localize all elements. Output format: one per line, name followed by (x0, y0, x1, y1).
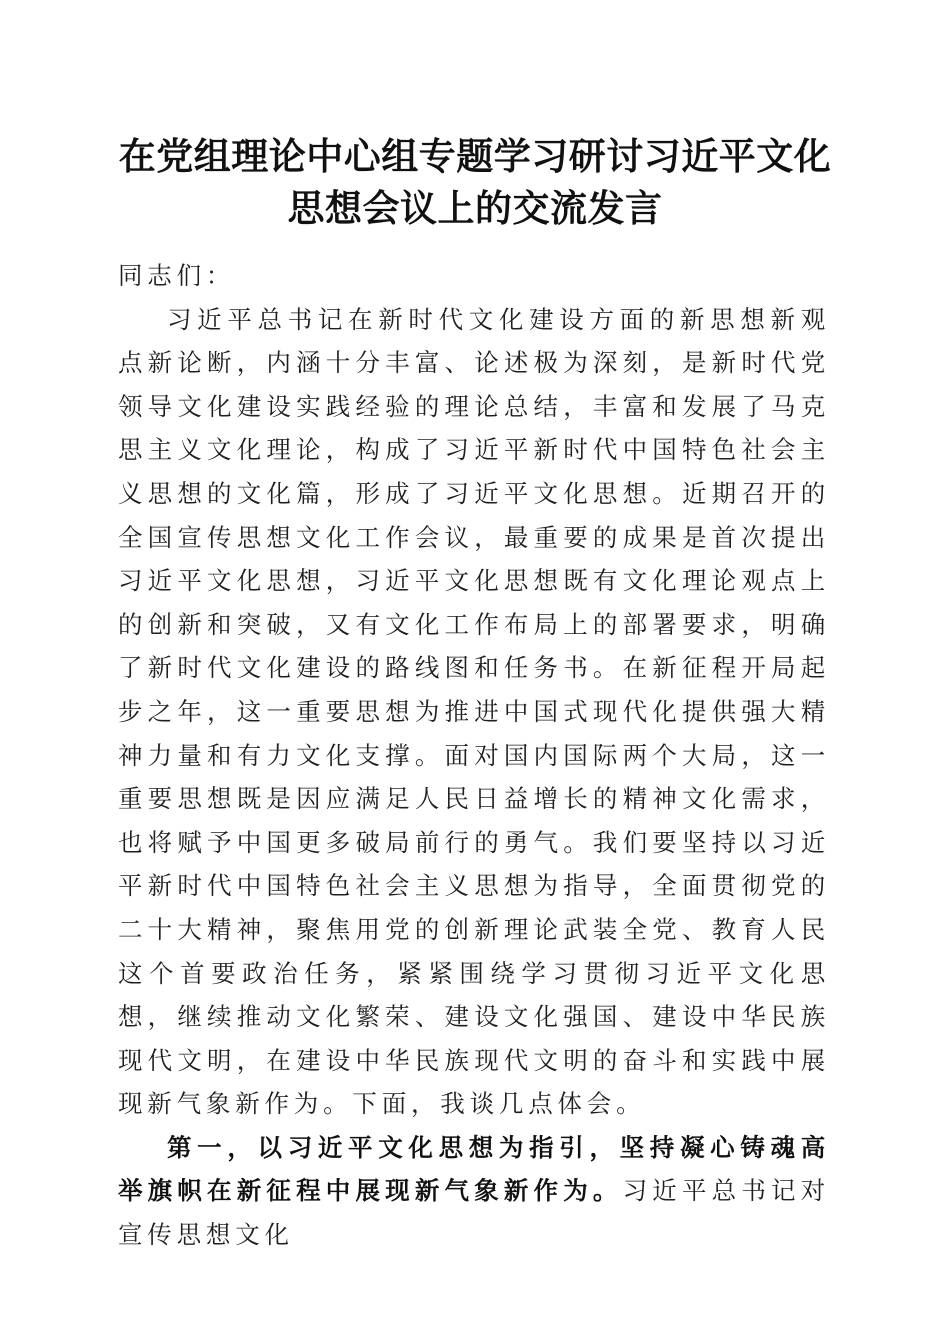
salutation: 同志们： (118, 261, 236, 290)
document-title: 在党组理论中心组专题学习研讨习近平文化思想会议上的交流发言 (118, 134, 832, 230)
point-heading: 第一，以习近平文化思想为指引，坚持凝心铸魂高举旗帜在新征程中展现新气象新作为。 (118, 1132, 830, 1206)
point-text: 习近平总书记对宣传思想文化 (118, 1176, 830, 1250)
paragraph-intro: 习近平总书记在新时代文化建设方面的新思想新观点新论断，内涵十分丰富、论述极为深刻，是新时代党领导文化建设实践经验的理论总结，丰富和发展了马克思主义文化理论，构成了习近平新时代中国特色社会主义思想的文化篇，形成了习近平文化思想。近期召开的全国宣传思想文化工作会议，最重要的成果是首次提出习近平文化思想，习近平文化思想既有文化理论观点上的创新和突破，又有文化工作布局上的部署要求，明确了新时代文化建设的路线图和任务书。在新征程开局起步之年，这一重要思想为推进中国式现代化提供强大精神力量和有力文化支撑。面对国内国际两个大局，这一重要思想既是因应满足人民日益增长的精神文化需求，也将赋予中国更多破局前行的勇气。我们要坚持以习近平新时代中国特色社会主义思想为指导，全面贯彻党的二十大精神，聚焦用党的创新理论武装全党、教育人民这个首要政治任务，紧紧围绕学习贯彻习近平文化思想，继续推动文化繁荣、建设文化强国、建设中华民族现代文明，在建设中华民族现代文明的奋斗和实践中展现新气象新作为。下面，我谈几点体会。 (118, 304, 830, 1119)
paragraph-first-point (118, 1126, 830, 1257)
document-body (118, 254, 830, 1257)
